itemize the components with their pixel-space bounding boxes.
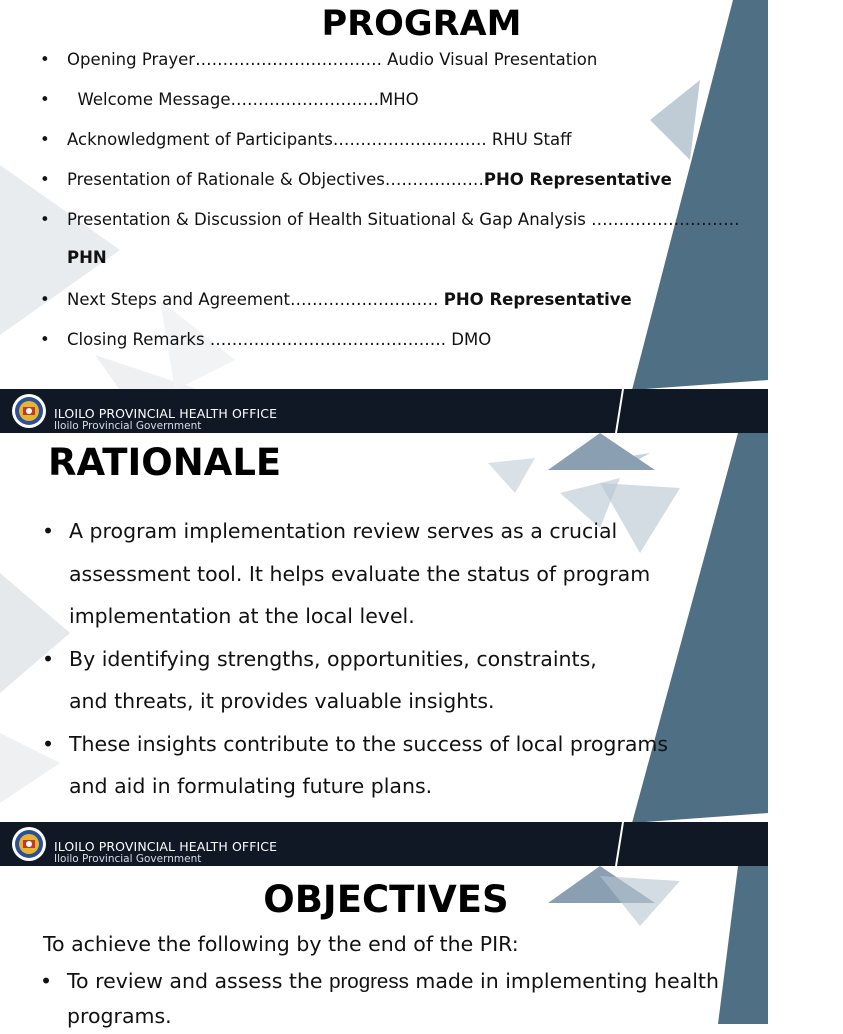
footer-bar: [0, 822, 768, 866]
rationale-list: [42, 510, 669, 808]
objective-bullet: • To review and assess the progress made in implementing health programs.: [40, 969, 719, 1028]
rationale-bullet: • A program implementation review serves as a crucial assessment tool. It helps evaluate the status of program implementation at the local level.: [42, 519, 651, 628]
program-title: PROGRAM: [321, 4, 522, 44]
objectives-list: [40, 964, 772, 1034]
footer-org-name: ILOILO PROVINCIAL HEALTH OFFICE: [54, 406, 278, 421]
footer-divider-line: [608, 822, 768, 866]
provincial-seal-logo: [11, 393, 47, 429]
objectives-title: OBJECTIVES: [263, 878, 509, 921]
program-item: • Opening Prayer……………………………. Audio Visual Presentation: [40, 50, 598, 69]
program-item: • Presentation of Rationale & Objectives………………PHO Representative: [40, 170, 672, 189]
program-list: [40, 50, 768, 370]
program-item: • Presentation & Discussion of Health Situational & Gap Analysis ……………………… PHN: [40, 210, 740, 267]
objectives-slide: [0, 866, 768, 1028]
program-item: • Closing Remarks ……………………………………. DMO: [40, 330, 492, 349]
footer-org-name: ILOILO PROVINCIAL HEALTH OFFICE: [54, 839, 278, 854]
program-item: • Acknowledgment of Participants………………………. RHU Staff: [40, 130, 572, 149]
footer-bar: [0, 389, 768, 433]
rationale-slide: [0, 433, 768, 866]
footer-org-subtitle: Iloilo Provincial Government: [54, 420, 202, 432]
program-item: • Welcome Message………………………MHO: [40, 90, 419, 109]
provincial-seal-logo: [11, 826, 47, 862]
rationale-bullet: • By identifying strengths, opportunities, constraints, and threats, it provides valuable insights.: [42, 646, 597, 713]
objectives-intro: To achieve the following by the end of the PIR:: [43, 932, 519, 956]
footer-org-subtitle: Iloilo Provincial Government: [54, 853, 202, 865]
rationale-title: RATIONALE: [48, 441, 282, 484]
rationale-bullet: • These insights contribute to the success of local programs and aid in formulating future plans.: [42, 731, 669, 798]
footer-divider-line: [608, 389, 768, 433]
program-item: • Next Steps and Agreement……………………… PHO Representative: [40, 290, 632, 309]
program-slide: [0, 0, 768, 433]
